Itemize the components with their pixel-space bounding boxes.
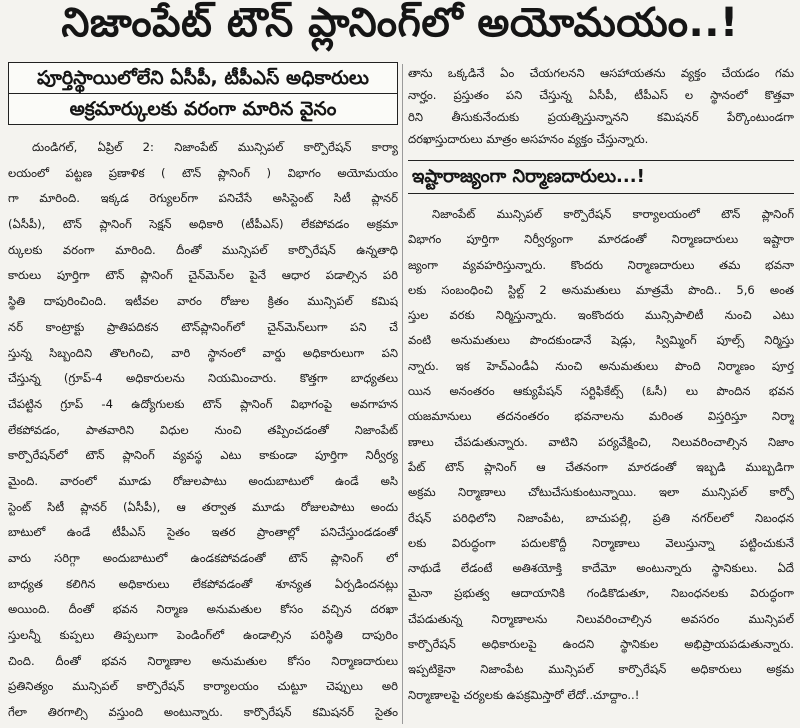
paragraph-line: బాటులో ఉండే టీపీఎస్ సైతం ఇతర ప్రాంతాల్లో పనిచేస్తుండడంతో [8, 525, 398, 540]
paragraph-line: వంటి అనుమతులు పొందకుండానే షెడ్లు, స్విమ్మింగ్ పూల్స్ నిర్మిస్తు [408, 333, 794, 348]
right-column [408, 62, 794, 726]
paragraph-line: రేషన్ పరిధిలోని నిజాంపేట, బాచుపల్లి, ప్రతి నగర్‌లలో నిబంధన [408, 510, 794, 525]
paragraph-line: జ్యంగా వ్యవహరిస్తున్నారు. కొందరు నిర్మాణదారులు తమ భవనా [408, 257, 794, 272]
paragraph-line: ప్రతినిత్యం మున్సిపల్ కార్పొరేషన్ కార్యాలయం చుట్టూ చెప్పులు అరి [8, 679, 398, 694]
column-divider [402, 64, 403, 724]
paragraph-line: లేకపోవడం, పాతవారిని విధుల నుంచి తప్పించడంతో నిజాంపేట్ [8, 422, 398, 437]
paragraph-line: మైనా ప్రభుత్వ ఆదాయానికి గండికొడుతూ, నిబంధనలకు విరుద్ధంగా [408, 586, 794, 601]
paragraph-line: ర్కులకు వరంగా మారింది. దీంతో మున్సిపల్ కార్పొరేషన్ ఉన్నతాధి [8, 242, 398, 257]
paragraph-line: లకు సంబంధించి స్టిల్ట్ 2 అనుమతులు మాత్రమే పొంది.. 5,6 అంత [408, 282, 794, 297]
paragraph-line: స్థితి దాపురించింది. ఇటీవల వారం రోజుల క్రితం మున్సిపల్ కమిష [8, 294, 398, 309]
paragraph-line: ఇప్పటికైనా నిజాంపేట మున్సిపల్ కార్పొరేషన్ అధికారులు అక్రమ [408, 662, 794, 677]
left-column-body [8, 135, 398, 726]
paragraph-line: కార్పొరేషన్‌లో టౌన్ ప్లానింగ్ వ్యవస్థ ఎటు కాకుండా పూర్తిగా నిర్వీర్య [8, 448, 398, 463]
paragraph-line: విభాగం పూర్తిగా నిర్వీర్యంగా మారడంతో నిర్మాణదారులు ఇష్టారా [408, 232, 794, 247]
paragraph-line: రిని తీసుకునేందుకు ప్రయత్నిస్తున్నానని కమిషనర్ పేర్కొంటుండగా [408, 110, 794, 124]
paragraph-line: నార్హం. ప్రస్తుతం పని చేస్తున్న ఏసీపీ, టీపీఎస్ ల స్థానంలో కొత్తవా [408, 88, 794, 102]
subheadline-line-1: పూర్తిస్థాయిలోలేని ఏసీపీ, టీపీఎస్ అధికారులు [37, 67, 369, 89]
paragraph-line: వారు సరిగ్గా అందుబాటులో ఉండకపోవడంతో టౌన్ ప్లానింగ్ లో [8, 551, 398, 565]
section-heading: ఇష్టారాజ్యంగా నిర్మాణదారులు...! [408, 160, 794, 194]
paragraph-line: స్తులన్నీ కుప్పలు తిప్పలుగా పెండింగ్‌లో ఉండాల్సిన పరిస్థితి దాపురిం [8, 628, 398, 643]
paragraph-line: చింది. దీంతో భవన నిర్మాణాల అనుమతుల కోసం నిర్మాణదారులు [8, 653, 398, 668]
paragraph-line: తాను ఒక్కడినే ఏం చేయగలనని ఆసహాయతను వ్యక్తం చేయడం గమ [408, 66, 794, 80]
paragraph-line: స్టెంట్ సిటీ ప్లానర్ (ఏసీపీ), ఆ తర్వాత మూడు రోజులపాటు అందు [8, 499, 398, 514]
paragraph-line: దుండిగల్, ఏప్రిల్ 2: నిజాంపేట్ మున్సిపల్ కార్పొరేషన్ కార్యా [32, 140, 398, 154]
right-column-continuation [408, 62, 794, 150]
paragraph-line: కారులు పూర్తిగా టౌన్ ప్లానింగ్ చైన్‌మెన్‌ల పైనే ఆధార పడాల్సిన పరి [8, 268, 398, 283]
paragraph-line: లయంలో పట్టణ ప్రణాళిక ( టౌన్ ప్లానింగ్ ) విభాగం అయోమయం [8, 165, 398, 180]
left-column [8, 62, 398, 726]
paragraph-line: (ఏసీపీ), టౌన్ ప్లానింగ్ సెక్షన్ అధికారి (టీపీఎస్) లేకపోవడం అక్రమా [8, 217, 398, 232]
paragraph-line: గా మారింది. ఇక్కడ రెగ్యులర్‌గా పనిచేసే అసిస్టెంట్ సిటీ ప్లానర్ [8, 191, 398, 206]
paragraph-line: నాథుడే లేడంటే అతిశయోక్తి కాదేమో అంటున్నారు స్థానికులు. ఏదే [408, 561, 794, 576]
headline: నిజాంపేట్ టౌన్ ప్లానింగ్‌లో అయోమయం..! [61, 0, 739, 46]
right-column-body [408, 202, 794, 708]
paragraph-line: కార్పొరేషన్ అధికారులపై ఉందని స్థానికుల అభిప్రాయపడుతున్నారు. [408, 637, 794, 652]
paragraph-line: అక్రమ నిర్మాణాలు చోటుచేసుకుంటున్నాయి. ఇలా మున్సిపల్ కార్పో [408, 485, 794, 500]
paragraph-line: స్తుల వరకు నిర్మిస్తున్నారు. ఇంకొందరు మున్సిపాలిటీ నుంచి ఎటు [408, 308, 794, 323]
paragraph-line: చేస్తున్న (గ్రూప్-4 అధికారులను నియమించారు. కొత్తగా బాధ్యతలు [8, 371, 398, 386]
paragraph-line: నిర్మాణాలపై చర్యలకు ఉపక్రమిస్తారో లేదో..చూద్దాం..! [408, 687, 640, 702]
paragraph-line: నిజాంపేట్ మున్సిపల్ కార్పొరేషన్ కార్యాలయంలో టౌన్ ప్లానింగ్ [432, 207, 794, 221]
paragraph-line: చేపడుతున్న నిర్మాణాలను నిలువరించాల్సిన అవసరం మున్సిపల్ [408, 611, 794, 626]
paragraph-line: న్నారు. ఇక హెచ్ఎండీఏ నుంచి అనుమతులు పొంది నిర్మాణం పూర్త [408, 358, 794, 373]
paragraph-line: బాధ్యత కలిగిన అధికారులు లేకపోవడంతో శూన్యత ఏర్పడిందనట్లు [8, 576, 398, 591]
paragraph-line: ణాలు చేపడుతున్నారు. వాటిని పర్యవేక్షించి, నిలువరించాల్సిన నిజాం [408, 434, 794, 449]
paragraph-line: మైంది. వారంలో మూడు రోజులపాటు అందుబాటులో ఉండే అసి [8, 473, 398, 488]
paragraph-line: లకు విరుద్ధంగా పదులకొద్దీ నిర్మాణాలు వెలుస్తున్నా పట్టించుకునే [408, 535, 794, 550]
paragraph-line: యజమానులు తదనంతరం భవనాలను మరింత విస్తరిస్తూ నిర్మా [408, 409, 794, 424]
subheadline-line-2: అక్రమార్కులకు వరంగా మారిన వైనం [69, 98, 337, 120]
paragraph-line: యిన అనంతరం ఆక్యుపేషన్ సర్టిఫికేట్స్ (ఓసీ) లు పొందిన భవన [408, 384, 794, 399]
subheadline-box [8, 62, 398, 125]
paragraph-line: చేపట్టిన గ్రూప్ -4 ఉద్యోగులకు టౌన్ ప్లానింగ్ విభాగంపై అవగాహన [8, 396, 398, 411]
paragraph-line: పేట్ టౌన్ ప్లానింగ్ ఆ చేతనంగా మారడంతో ఇబ్బడి ముబ్బడిగా [408, 459, 794, 474]
paragraph-line: అయింది. దీంతో భవన నిర్మాణ అనుమతుల కోసం వచ్చిన దరఖా [8, 602, 398, 617]
paragraph-line: స్తున్న సిబ్బందిని తొలగించి, వారి స్థానంలో వార్డు అధికారులుగా పని [8, 345, 398, 360]
paragraph-line: దరఖాస్తుదారులు మాత్రం అసహనం వ్యక్తం చేస్తున్నారు. [408, 132, 649, 146]
paragraph-line: నర్ కాంట్రాక్టు ప్రాతిపదికన టౌన్‌ప్లానింగ్‌లో చైన్‌మెన్‌లుగా పని చే [8, 319, 398, 334]
paragraph-line: గేలా తిరగాల్సి వస్తుంది అంటున్నారు. కార్పొరేషన్ కమిషనర్ సైతం [8, 705, 398, 720]
